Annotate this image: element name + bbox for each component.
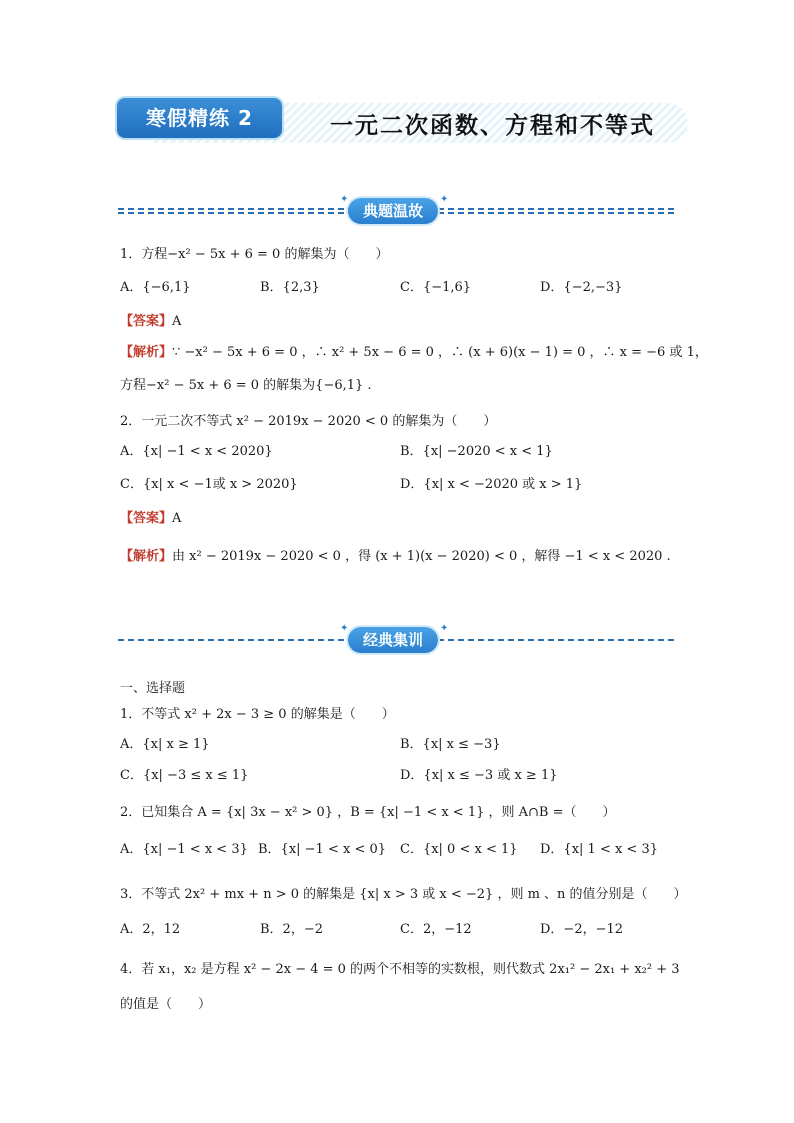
q1-analysis-2: 方程−x² − 5x + 6 = 0 的解集为{−6,1} . bbox=[120, 378, 372, 393]
sparkle-icon: ✦ bbox=[440, 623, 449, 634]
q2-option-d: D．{x| x < −2020 或 x > 1} bbox=[400, 477, 583, 492]
sparkle-icon: ✦ bbox=[440, 194, 449, 205]
p2-option-d: D．{x| 1 < x < 3} bbox=[540, 842, 658, 857]
q1-stem: 1．方程−x² − 5x + 6 = 0 的解集为（ ） bbox=[120, 247, 389, 262]
p3-option-d: D．−2，−12 bbox=[540, 922, 624, 937]
q2-analysis bbox=[120, 548, 671, 566]
p2-stem: 2．已知集合 A = {x| 3x − x² > 0} ，B = {x| −1 < x < 1} ，则 A∩B =（ ） bbox=[120, 805, 616, 820]
analysis-text: 由 x² − 2019x − 2020 < 0 ，得 (x + 1)(x − 2020) < 0 ，解得 −1 < x < 2020 . bbox=[172, 549, 671, 564]
analysis-tag: 【解析】 bbox=[120, 345, 173, 360]
q1-option-b: B．{2,3} bbox=[260, 280, 320, 295]
q1-option-d: D．{−2,−3} bbox=[540, 280, 623, 295]
answer-tag: 【答案】 bbox=[120, 511, 173, 526]
p4-stem-2: 的值是（ ） bbox=[120, 997, 212, 1012]
section-label-2: 经典集训 bbox=[348, 627, 438, 653]
section-divider-2 bbox=[118, 623, 674, 657]
p3-stem: 3．不等式 2x² + mx + n > 0 的解集是 {x| x > 3 或 x < −2} ，则 m 、n 的值分别是（ ） bbox=[120, 887, 687, 902]
analysis-text: ∵ −x² − 5x + 6 = 0 ，∴ x² + 5x − 6 = 0 ，∴ (x + 6)(x − 1) = 0 ，∴ x = −6 或 1， bbox=[172, 345, 708, 360]
q2-answer bbox=[120, 510, 181, 528]
p2-option-c: C．{x| 0 < x < 1} bbox=[400, 842, 518, 857]
p3-option-a: A．2，12 bbox=[120, 922, 181, 937]
section-divider-1 bbox=[118, 194, 674, 228]
q1-analysis bbox=[120, 344, 708, 362]
q2-option-c: C．{x| x < −1或 x > 2020} bbox=[120, 477, 298, 492]
p2-option-a: A．{x| −1 < x < 3} bbox=[120, 842, 248, 857]
p1-option-a: A．{x| x ≥ 1} bbox=[120, 737, 210, 752]
p1-option-d: D．{x| x ≤ −3 或 x ≥ 1} bbox=[400, 768, 558, 783]
q2-stem: 2．一元二次不等式 x² − 2019x − 2020 < 0 的解集为（ ） bbox=[120, 414, 497, 429]
p3-option-c: C．2，−12 bbox=[400, 922, 472, 937]
section-label-1: 典题温故 bbox=[348, 198, 438, 224]
q1-answer bbox=[120, 313, 181, 331]
q2-option-a: A．{x| −1 < x < 2020} bbox=[120, 444, 273, 459]
q1-option-a: A．{−6,1} bbox=[120, 280, 191, 295]
p1-option-c: C．{x| −3 ≤ x ≤ 1} bbox=[120, 768, 249, 783]
header-badge: 寒假精练 2 bbox=[117, 98, 282, 138]
sparkle-icon: ✦ bbox=[340, 194, 349, 205]
p2-option-b: B．{x| −1 < x < 0} bbox=[258, 842, 387, 857]
p1-stem: 1．不等式 x² + 2x − 3 ≥ 0 的解集是（ ） bbox=[120, 707, 395, 722]
answer-value: A bbox=[172, 314, 182, 329]
answer-tag: 【答案】 bbox=[120, 314, 173, 329]
q2-option-b: B．{x| −2020 < x < 1} bbox=[400, 444, 553, 459]
p4-stem: 4．若 x₁，x₂ 是方程 x² − 2x − 4 = 0 的两个不相等的实数根，则代数式 2x₁² − 2x₁ + x₂² + 3 bbox=[120, 962, 680, 977]
analysis-tag: 【解析】 bbox=[120, 549, 173, 564]
page-title: 一元二次函数、方程和不等式 bbox=[330, 113, 655, 139]
p3-option-b: B．2，−2 bbox=[260, 922, 323, 937]
sparkle-icon: ✦ bbox=[340, 623, 349, 634]
p1-option-b: B．{x| x ≤ −3} bbox=[400, 737, 501, 752]
q1-option-c: C．{−1,6} bbox=[400, 280, 472, 295]
part-title: 一、选择题 bbox=[120, 681, 186, 696]
answer-value: A bbox=[172, 511, 182, 526]
